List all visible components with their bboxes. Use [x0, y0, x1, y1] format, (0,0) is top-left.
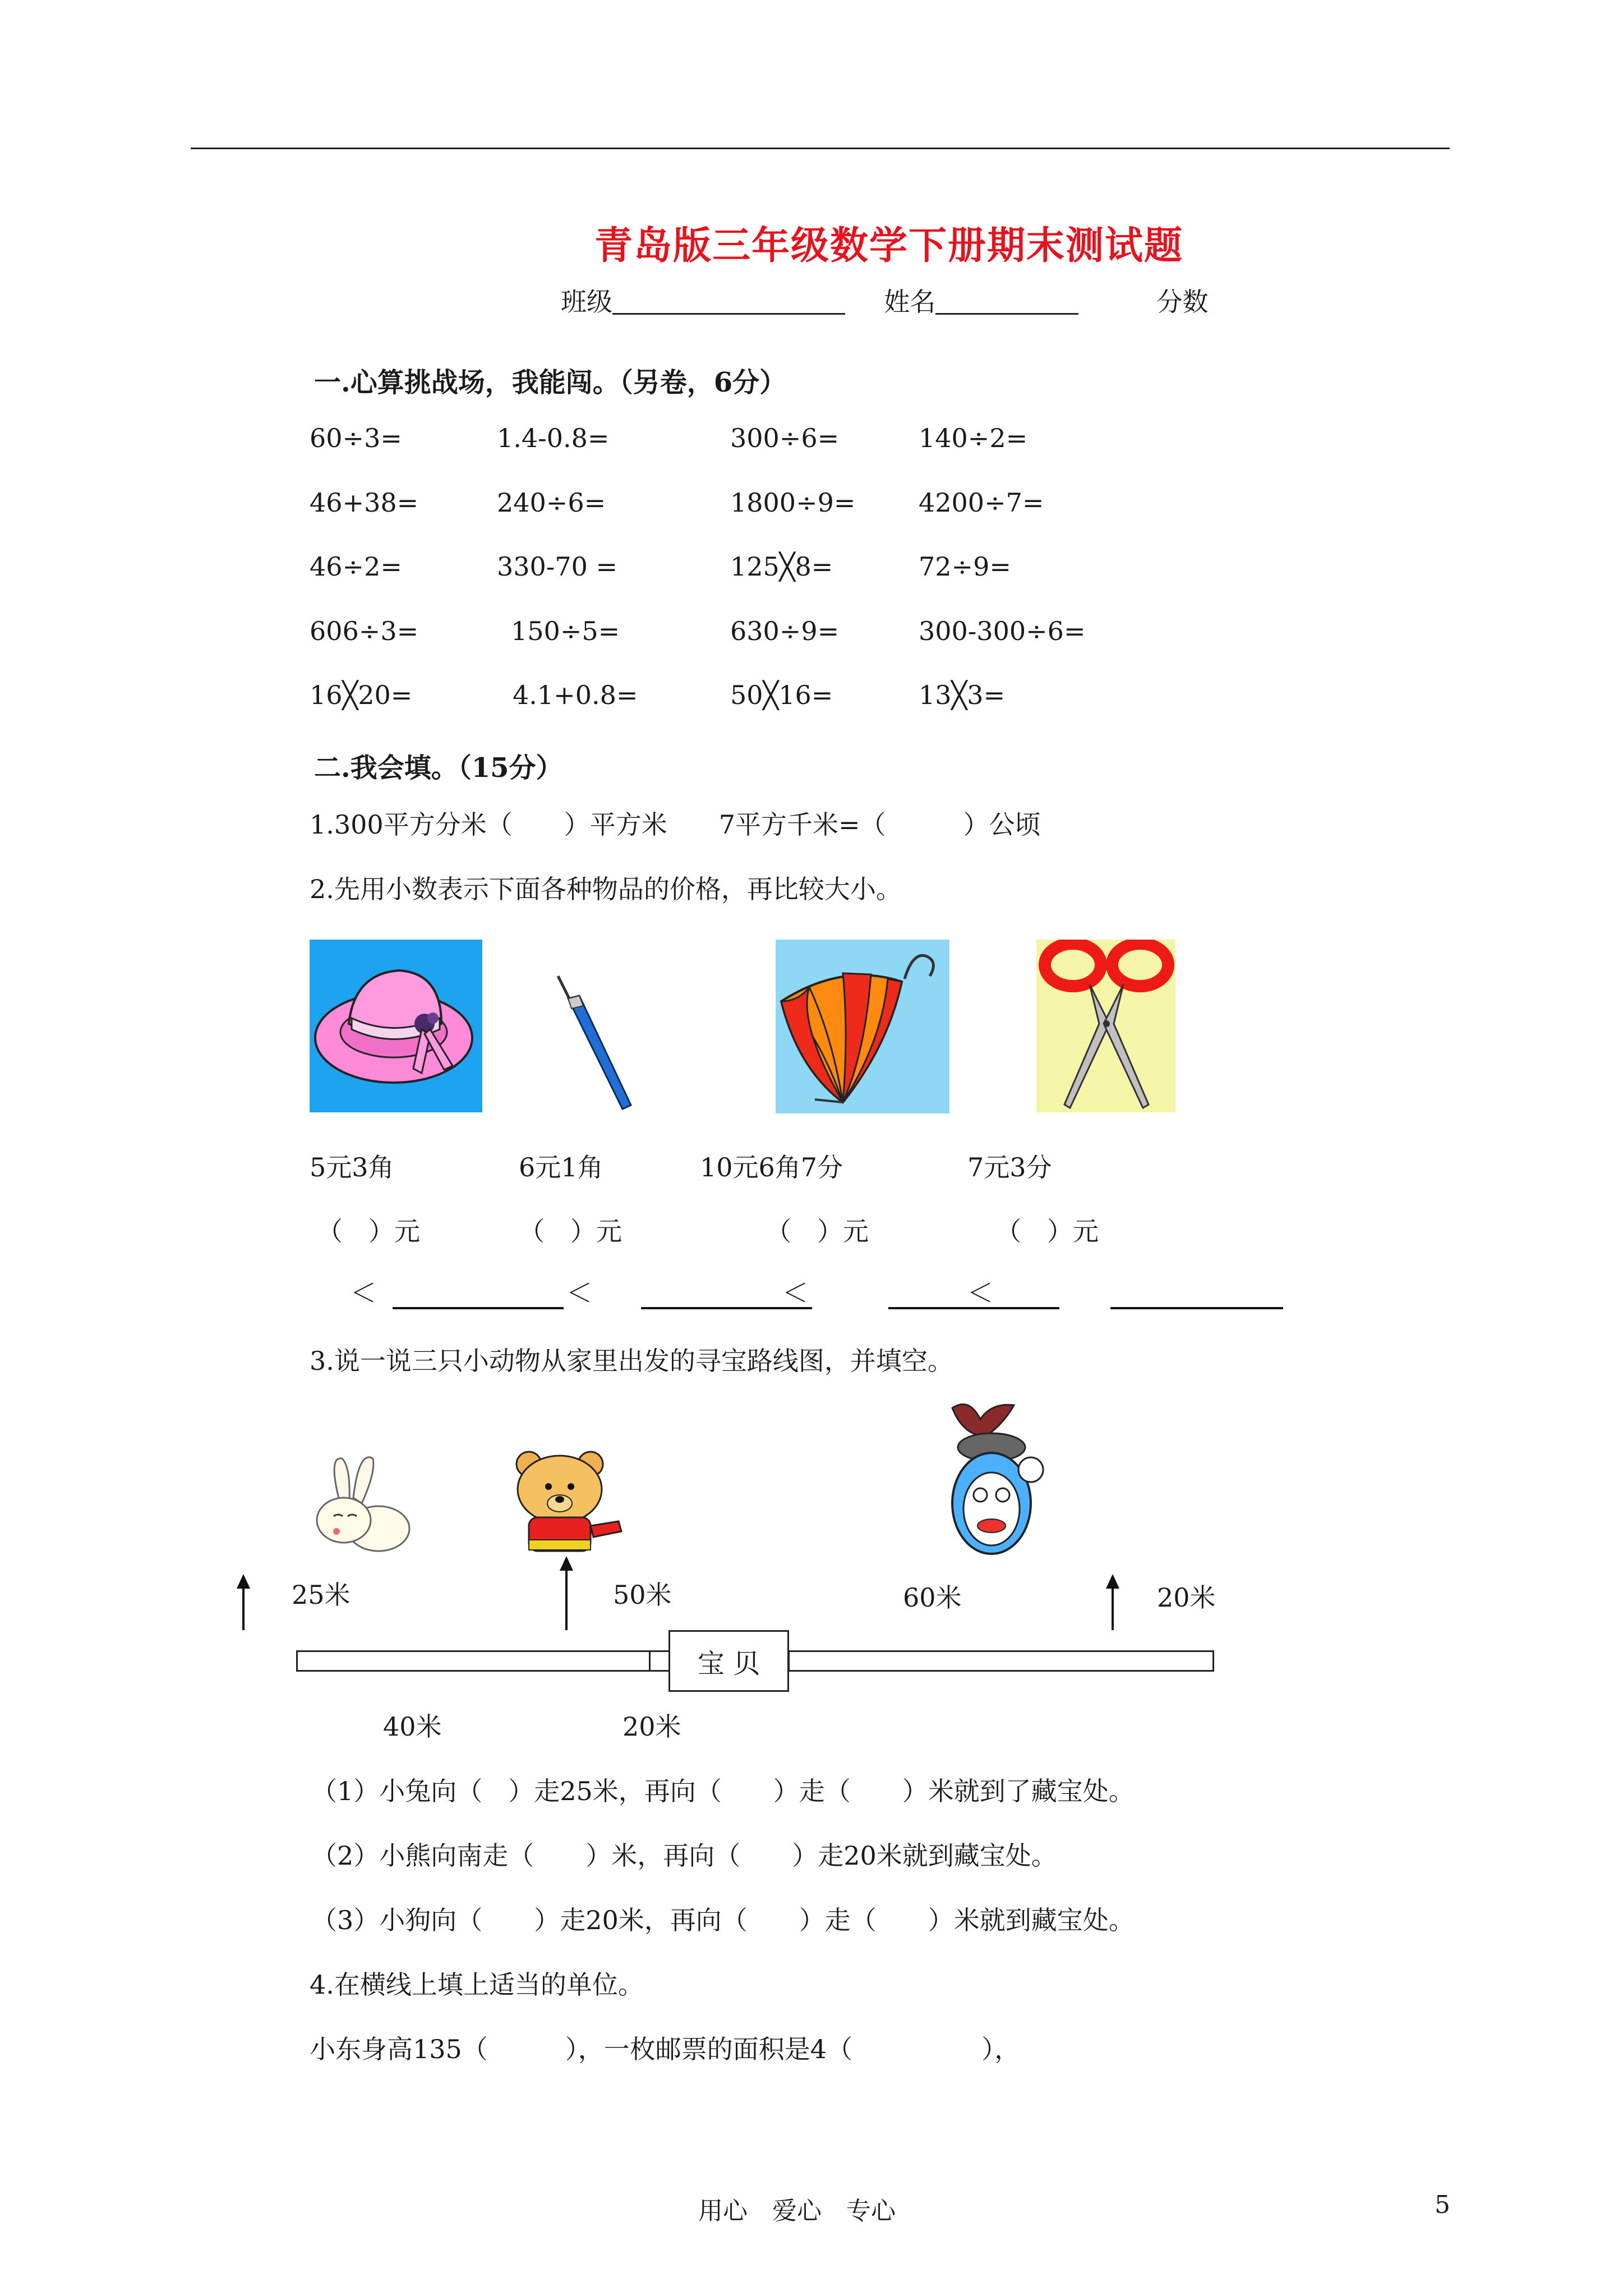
- road-joint-left: [651, 1650, 670, 1672]
- question-2-3: 3.说一说三只小动物从家里出发的寻宝路线图，并填空。: [310, 1346, 953, 1376]
- item-price: 6元1角: [519, 1152, 603, 1182]
- question-2-2: 2.先用小数表示下面各种物品的价格，再比较大小。: [310, 874, 902, 904]
- math-problem: 240÷6=: [497, 487, 606, 518]
- question-2-4-line: 小东身高135（ ），一枚邮票的面积是4（ ），: [310, 2034, 1021, 2064]
- umbrella-icon: [776, 940, 949, 1114]
- treasure-box: [668, 1630, 789, 1692]
- math-problem: 125╳8=: [730, 551, 833, 582]
- name-label: 姓名: [884, 287, 936, 317]
- math-problem: 4.1+0.8=: [513, 680, 638, 710]
- scissors-icon: [1036, 940, 1175, 1112]
- math-problem: 140÷2=: [919, 423, 1028, 453]
- map-label-20m-bottom: 20米: [623, 1711, 681, 1742]
- question-2-1: 1.300平方分米（ ）平方米 7平方千米=（ ）公顷: [310, 809, 1041, 840]
- pen-icon: [547, 973, 642, 1114]
- dog-icon: [935, 1397, 1053, 1559]
- class-field: [561, 289, 1209, 315]
- class-blank[interactable]: [612, 313, 845, 315]
- math-problem: 150÷5=: [511, 616, 620, 646]
- section2-heading: 二.我会填。（15分）: [314, 752, 563, 784]
- math-problem: 50╳16=: [730, 680, 833, 710]
- question-2-3-3: （3）小狗向（ ）走20米，再向（ ）走（ ）米就到藏宝处。: [311, 1905, 1135, 1935]
- map-label-60m: 60米: [903, 1582, 962, 1613]
- math-problem: 13╳3=: [919, 680, 1006, 710]
- treasure-label: 宝 贝: [697, 1648, 760, 1680]
- math-problem: 4200÷7=: [919, 487, 1044, 518]
- hat-icon: [310, 940, 482, 1112]
- question-2-4: 4.在横线上填上适当的单位。: [310, 1970, 644, 2000]
- section1-heading: 一.心算挑战场，我能闯。（另卷，6分）: [314, 367, 787, 398]
- math-problem: 606÷3=: [310, 616, 419, 646]
- header-rule: [191, 148, 1450, 149]
- math-problem: 1800÷9=: [730, 487, 856, 518]
- math-problem: 630÷9=: [730, 616, 840, 646]
- north-arrow-1: [242, 1586, 245, 1630]
- math-problem: 46÷2=: [310, 551, 402, 582]
- item-answer-blank[interactable]: （ ）元: [995, 1216, 1099, 1246]
- north-arrow-3: [1112, 1586, 1114, 1630]
- page-title: 青岛版三年级数学下册期末测试题: [594, 223, 1184, 268]
- score-label: 分数: [1156, 287, 1209, 317]
- item-price: 7元3分: [967, 1152, 1052, 1182]
- math-problem: 300-300÷6=: [919, 616, 1086, 646]
- math-problem: 1.4-0.8=: [497, 423, 610, 453]
- road-left: [296, 1650, 651, 1672]
- map-label-40m: 40米: [383, 1711, 442, 1742]
- math-problem: 300÷6=: [730, 423, 840, 453]
- name-blank[interactable]: [935, 313, 1078, 315]
- math-problem: 330-70 =: [497, 551, 618, 582]
- bear-icon: [506, 1447, 630, 1559]
- map-label-50m: 50米: [613, 1580, 672, 1610]
- item-answer-blank[interactable]: （ ）元: [766, 1216, 869, 1246]
- north-arrow-2: [565, 1568, 568, 1630]
- question-2-3-2: （2）小熊向南走（ ）米，再向（ ）走20米就到藏宝处。: [311, 1841, 1057, 1871]
- math-problem: 16╳20=: [310, 680, 413, 710]
- math-problem: 46+38=: [310, 487, 419, 518]
- less-than-2: ＜: [566, 1278, 592, 1308]
- rabbit-icon: [306, 1450, 412, 1557]
- less-than-4: ＜: [967, 1278, 993, 1308]
- compare-blank-4[interactable]: [1110, 1307, 1283, 1309]
- road-right: [788, 1650, 1214, 1672]
- map-label-25m: 25米: [292, 1580, 351, 1610]
- page-number: 5: [1435, 2191, 1450, 2219]
- math-problem: 72÷9=: [919, 551, 1011, 582]
- item-price: 10元6角7分: [700, 1152, 843, 1182]
- item-price: 5元3角: [310, 1152, 394, 1182]
- math-problem: 60÷3=: [310, 423, 402, 453]
- footer-motto: 用心 爱心 专心: [698, 2197, 896, 2225]
- item-answer-blank[interactable]: （ ）元: [519, 1216, 622, 1246]
- less-than-3: ＜: [782, 1278, 808, 1308]
- item-answer-blank[interactable]: （ ）元: [317, 1216, 420, 1246]
- map-label-20m-top: 20米: [1157, 1582, 1216, 1613]
- compare-blank-1[interactable]: [393, 1307, 564, 1309]
- less-than-1: ＜: [351, 1278, 376, 1308]
- class-label: 班级: [561, 287, 612, 317]
- question-2-3-1: （1）小兔向（ ）走25米，再向（ ）走（ ）米就到了藏宝处。: [311, 1776, 1135, 1806]
